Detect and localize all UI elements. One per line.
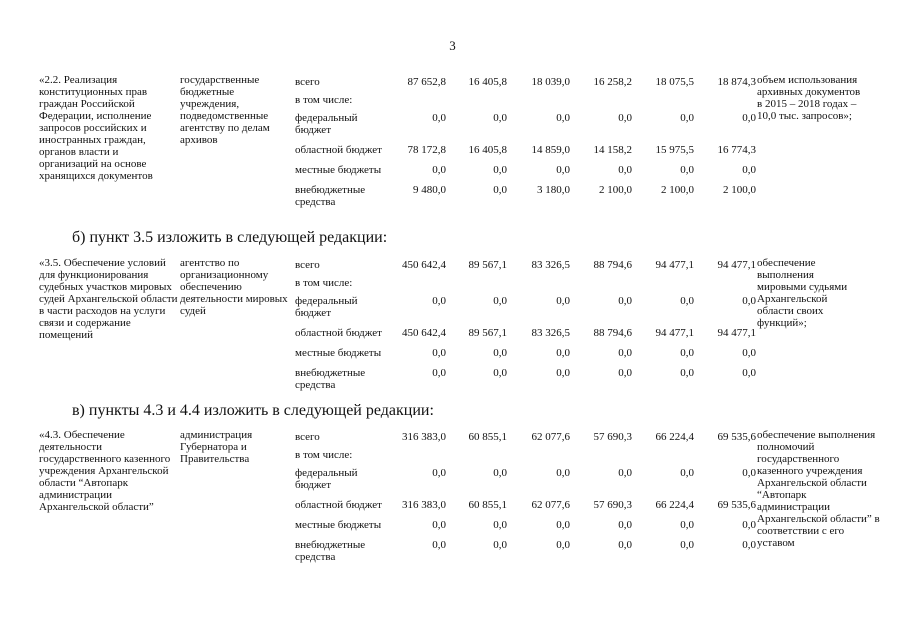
funding-source-label: внебюджетные средства [295,367,366,391]
amount-cell: 0,0 [680,164,694,176]
measure-description: «4.3. Обеспечение деятельности государственного казенного учреждения Архангельской области “Автопарк администрации Архангельской области” [39,429,171,513]
amount-cell: 89 567,1 [468,259,507,271]
amount-cell: 0,0 [432,539,446,551]
amount-cell: 14 859,0 [531,144,570,156]
funding-source-label: в том числе: [295,277,353,289]
amount-cell: 94 477,1 [717,259,756,271]
amount-cell: 0,0 [618,112,632,124]
amount-cell: 0,0 [432,467,446,479]
amount-cell: 0,0 [556,367,570,379]
amount-cell: 83 326,5 [531,259,570,271]
amount-cell: 15 975,5 [655,144,694,156]
executor: государственные бюджетные учреждения, подведомственные агентству по делам архивов [180,74,270,146]
amount-cell: 0,0 [432,519,446,531]
amount-cell: 0,0 [556,347,570,359]
funding-source-label: областной бюджет [295,144,382,156]
amount-cell: 0,0 [680,295,694,307]
amount-cell: 14 158,2 [593,144,632,156]
amount-cell: 62 077,6 [531,499,570,511]
amount-cell: 0,0 [742,519,756,531]
amount-cell: 0,0 [680,539,694,551]
amount-cell: 18 075,5 [655,76,694,88]
funding-source-label: всего [295,76,320,88]
funding-source-label: внебюджетные средства [295,184,366,208]
amount-cell: 18 874,3 [717,76,756,88]
amount-cell: 57 690,3 [593,431,632,443]
amount-cell: 18 039,0 [531,76,570,88]
funding-source-label: областной бюджет [295,499,382,511]
funding-source-label: в том числе: [295,94,353,106]
amount-cell: 450 642,4 [402,259,446,271]
amount-cell: 69 535,6 [717,431,756,443]
funding-source-label: областной бюджет [295,327,382,339]
amount-cell: 0,0 [493,295,507,307]
amount-cell: 9 480,0 [413,184,446,196]
funding-source-label: всего [295,259,320,271]
expected-result: обеспечение выполнения мировыми судьями Архангельской области своих функций»; [757,257,848,329]
amount-cell: 0,0 [680,347,694,359]
amount-cell: 83 326,5 [531,327,570,339]
funding-source-label: местные бюджеты [295,164,382,176]
amount-cell: 0,0 [680,519,694,531]
amount-cell: 0,0 [618,367,632,379]
amount-cell: 16 405,8 [468,144,507,156]
amount-cell: 316 383,0 [402,499,446,511]
funding-source-label: внебюджетные средства [295,539,366,563]
amount-cell: 0,0 [556,467,570,479]
amount-cell: 62 077,6 [531,431,570,443]
amount-cell: 87 652,8 [407,76,446,88]
funding-source-label: местные бюджеты [295,519,382,531]
amount-cell: 0,0 [680,367,694,379]
section-heading: в) пункты 4.3 и 4.4 изложить в следующей редакции: [72,402,434,419]
amount-cell: 0,0 [618,519,632,531]
amount-cell: 0,0 [493,347,507,359]
funding-source-label: местные бюджеты [295,347,382,359]
amount-cell: 0,0 [556,112,570,124]
amount-cell: 0,0 [556,539,570,551]
amount-cell: 0,0 [493,184,507,196]
expected-result: объем использования архивных документов в 2015 – 2018 годах – 10,0 тыс. запросов»; [757,74,861,122]
amount-cell: 0,0 [618,164,632,176]
amount-cell: 0,0 [493,164,507,176]
amount-cell: 94 477,1 [717,327,756,339]
expected-result: обеспечение выполнения полномочий государственного казенного учреждения Архангельской области “Автопарк администрации Архангельской области” в соответствии с его уставом [757,429,880,549]
amount-cell: 0,0 [742,164,756,176]
amount-cell: 2 100,0 [661,184,694,196]
amount-cell: 3 180,0 [537,184,570,196]
amount-cell: 0,0 [493,367,507,379]
measure-description: «2.2. Реализация конституционных прав граждан Российской Федерации, исполнение запросов российских и иностранных граждан, органов власти и организаций на основе хранящихся документов [39,74,153,182]
amount-cell: 0,0 [556,295,570,307]
amount-cell: 0,0 [618,539,632,551]
amount-cell: 0,0 [432,112,446,124]
amount-cell: 0,0 [432,367,446,379]
page-number: 3 [449,38,456,53]
amount-cell: 0,0 [556,164,570,176]
funding-source-label: федеральный бюджет [295,112,358,136]
amount-cell: 0,0 [742,539,756,551]
amount-cell: 16 774,3 [717,144,756,156]
amount-cell: 0,0 [432,295,446,307]
amount-cell: 450 642,4 [402,327,446,339]
amount-cell: 316 383,0 [402,431,446,443]
amount-cell: 66 224,4 [655,499,694,511]
amount-cell: 0,0 [556,519,570,531]
amount-cell: 60 855,1 [468,499,507,511]
amount-cell: 88 794,6 [593,259,632,271]
amount-cell: 16 405,8 [468,76,507,88]
funding-source-label: всего [295,431,320,443]
amount-cell: 0,0 [680,112,694,124]
amount-cell: 0,0 [742,367,756,379]
amount-cell: 94 477,1 [655,259,694,271]
amount-cell: 94 477,1 [655,327,694,339]
amount-cell: 60 855,1 [468,431,507,443]
funding-source-label: федеральный бюджет [295,467,358,491]
amount-cell: 69 535,6 [717,499,756,511]
amount-cell: 2 100,0 [599,184,632,196]
funding-source-label: в том числе: [295,449,353,461]
amount-cell: 88 794,6 [593,327,632,339]
amount-cell: 0,0 [618,467,632,479]
section-heading: б) пункт 3.5 изложить в следующей редакции: [72,229,388,246]
amount-cell: 0,0 [618,347,632,359]
amount-cell: 2 100,0 [723,184,756,196]
executor: администрация Губернатора и Правительства [180,429,253,465]
amount-cell: 0,0 [742,467,756,479]
amount-cell: 16 258,2 [593,76,632,88]
amount-cell: 66 224,4 [655,431,694,443]
amount-cell: 0,0 [493,519,507,531]
amount-cell: 0,0 [742,347,756,359]
funding-source-label: федеральный бюджет [295,295,358,319]
amount-cell: 0,0 [680,467,694,479]
amount-cell: 0,0 [432,347,446,359]
amount-cell: 0,0 [618,295,632,307]
amount-cell: 0,0 [742,295,756,307]
amount-cell: 57 690,3 [593,499,632,511]
amount-cell: 0,0 [493,467,507,479]
amount-cell: 0,0 [493,539,507,551]
amount-cell: 0,0 [432,164,446,176]
amount-cell: 0,0 [493,112,507,124]
amount-cell: 78 172,8 [407,144,446,156]
measure-description: «3.5. Обеспечение условий для функционирования судебных участков мировых судей Архангельской области в части расходов на услуги связи и содержание помещений [39,257,178,341]
amount-cell: 89 567,1 [468,327,507,339]
amount-cell: 0,0 [742,112,756,124]
executor: агентство по организационному обеспечению деятельности мировых судей [180,257,288,317]
